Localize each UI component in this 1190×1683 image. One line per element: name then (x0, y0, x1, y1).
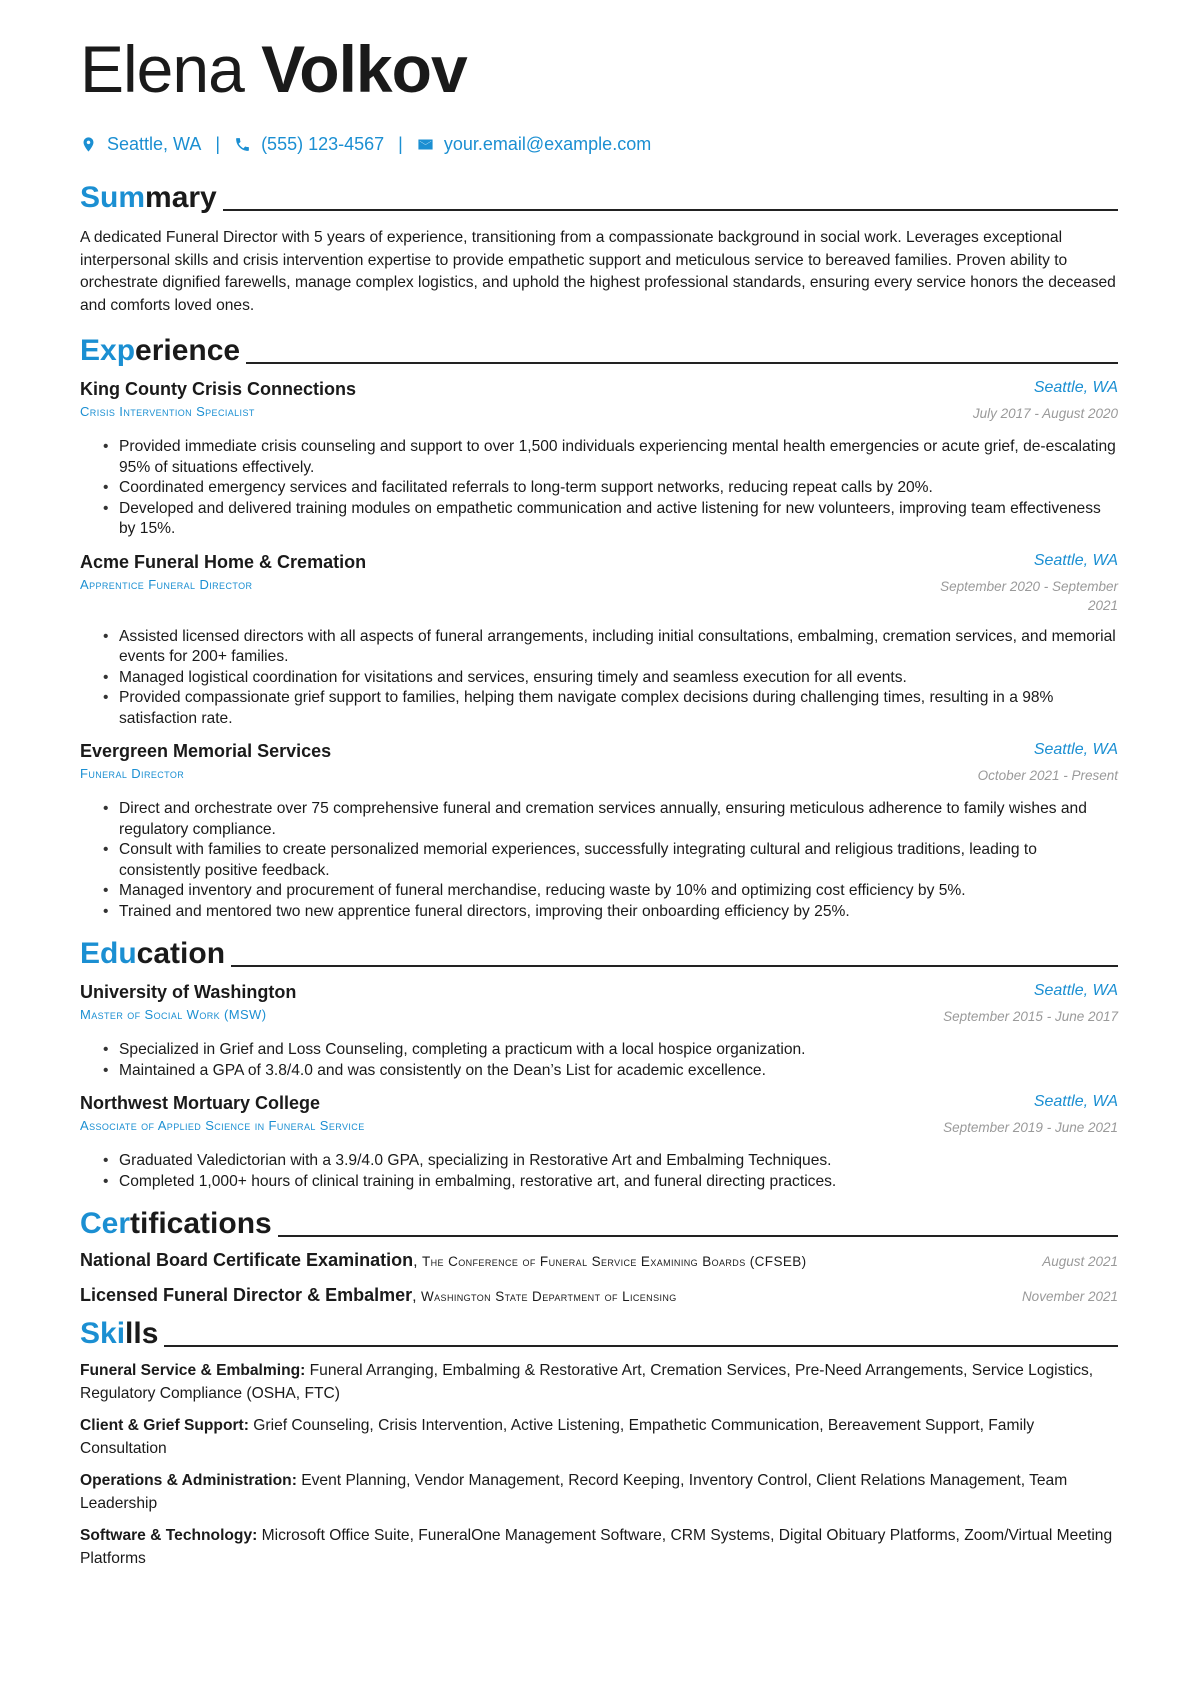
list-item: • Managed logistical coordination for visitations and services, ensuring timely and seamless execution for all events. (119, 668, 1118, 689)
education-entry (80, 982, 1118, 1081)
organization: King County Crisis Connections (80, 379, 357, 399)
bullet-list (80, 627, 1118, 730)
certifications-heading (80, 1204, 1118, 1240)
entry-location: Seattle, WA (1033, 379, 1118, 396)
heading-highlight: Exp (80, 334, 136, 367)
education-heading (80, 934, 1118, 970)
skill-group (80, 1415, 1118, 1460)
heading-rule (246, 362, 1118, 364)
list-item: • Developed and delivered training modules on empathetic communication and active listening for new volunteers, improving team effectiveness by 15%. (119, 499, 1118, 540)
experience-entry (80, 552, 1118, 730)
heading-rest: cation (136, 937, 226, 970)
certification-item: Licensed Funeral Director & Embalmer, Washington State Department of Licensing November 2021 (80, 1285, 1118, 1305)
certification-name: Licensed Funeral Director & Embalmer (80, 1285, 413, 1305)
contact-separator: | (215, 134, 221, 154)
heading-rule (278, 1235, 1118, 1237)
experience-entry (80, 379, 1118, 540)
list-item: • Graduated Valedictorian with a 3.9/4.0 GPA, specializing in Restorative Art and Embalming Techniques. (119, 1151, 1118, 1172)
entry-location: Seattle, WA (1033, 551, 1118, 569)
contact-bar (80, 134, 651, 155)
list-item: • Provided immediate crisis counseling and support to over 1,500 individuals experiencing mental health emergencies or acute grief, de-escalating 95% of situations effectively. (119, 437, 1118, 478)
certification-date: November 2021 (1021, 1289, 1118, 1304)
heading-rule (223, 209, 1118, 211)
job-title: Crisis Intervention Specialist (80, 404, 255, 419)
entry-location: Seattle, WA (1033, 982, 1118, 999)
list-item: • Trained and mentored two new apprentice funeral directors, improving their onboarding efficiency by 25%. (119, 902, 1118, 923)
list-item: • Specialized in Grief and Loss Counseling, completing a practicum with a local hospice organization. (119, 1040, 1118, 1061)
degree: Master of Social Work (MSW) (80, 1007, 267, 1022)
degree: Associate of Applied Science in Funeral Service (80, 1118, 365, 1133)
list-item: • Managed inventory and procurement of funeral merchandise, reducing waste by 10% and optimizing cost efficiency by 5%. (119, 881, 1118, 902)
resume-content (80, 170, 1118, 1570)
summary-heading (80, 178, 1118, 214)
envelope-icon (417, 136, 434, 153)
list-item: • Assisted licensed directors with all aspects of funeral arrangements, including initial consultations, embalming, cremation services, and memorial events for 200+ families. (119, 627, 1118, 668)
organization: Evergreen Memorial Services (80, 741, 332, 761)
heading-rule (231, 965, 1118, 967)
map-pin-icon (80, 136, 97, 153)
contact-phone[interactable] (234, 134, 384, 155)
list-item: • Direct and orchestrate over 75 comprehensive funeral and cremation services annually, ensuring meticulous adherence to family wishes and regulatory compliance. (119, 799, 1118, 840)
list-item: • Consult with families to create personalized memorial experiences, successfully integrating cultural and religious traditions, leading to consistently positive feedback. (119, 840, 1118, 881)
email-text: your.email@example.com (443, 134, 652, 154)
entry-dates: July 2017 - August 2020 (972, 406, 1118, 421)
skill-list: Grief Counseling, Crisis Intervention, Active Listening, Empathetic Communication, Bereavement Support, Family Consultation (80, 1417, 1035, 1457)
last-name: Volkov (261, 32, 467, 106)
experience-heading (80, 331, 1118, 367)
certification-issuer: Washington State Department of Licensing (421, 1289, 677, 1304)
skill-category: Funeral Service & Embalming: (80, 1362, 306, 1379)
heading-highlight: Sum (80, 181, 146, 214)
entry-dates: September 2020 - September 2021 (940, 578, 1118, 613)
institution: University of Washington (80, 982, 297, 1002)
job-title: Funeral Director (80, 766, 185, 781)
bullet-list (80, 437, 1118, 540)
skill-group (80, 1470, 1118, 1515)
skill-list: Event Planning, Vendor Management, Record Keeping, Inventory Control, Client Relations Management, Team Leadership (80, 1472, 1068, 1512)
phone-icon (234, 136, 251, 153)
entry-dates: September 2019 - June 2021 (943, 1120, 1118, 1135)
skill-category: Software & Technology: (80, 1527, 258, 1544)
certification-name: National Board Certificate Examination (80, 1250, 414, 1270)
list-item: • Coordinated emergency services and facilitated referrals to long-term support networks, reducing repeat calls by 20%. (119, 478, 1118, 499)
entry-location: Seattle, WA (1033, 741, 1118, 758)
bullet-list (80, 1040, 1118, 1081)
entry-dates: September 2015 - June 2017 (943, 1009, 1118, 1024)
heading-rule (164, 1345, 1118, 1347)
experience-entry (80, 741, 1118, 922)
location-text: Seattle, WA (107, 134, 202, 154)
skill-list: Microsoft Office Suite, FuneralOne Management Software, CRM Systems, Digital Obituary Platforms, Zoom/Virtual Meeting Platforms (80, 1527, 1113, 1567)
heading-highlight: Ski (80, 1317, 126, 1350)
contact-separator: | (398, 134, 403, 154)
contact-email[interactable] (417, 134, 651, 155)
education-entry (80, 1093, 1118, 1192)
heading-rest: mary (145, 181, 217, 214)
first-name: Elena (80, 32, 244, 106)
entry-location: Seattle, WA (1033, 1093, 1118, 1110)
skills-heading (80, 1314, 1118, 1350)
summary-text: A dedicated Funeral Director with 5 years of experience, transitioning from a compassionate background in social work. Leverages exceptional interpersonal skills and crisis intervention expertise to provide empathetic support and meticulous service to bereaved families. Proven ability to orchestrate dignified farewells, manage complex logistics, and uphold the highest professional standards, ensuring every service honors the deceased and comforts loved ones. (80, 229, 1116, 314)
institution: Northwest Mortuary College (80, 1093, 321, 1113)
skill-group (80, 1360, 1118, 1405)
list-item: • Provided compassionate grief support to families, helping them navigate complex decisions during challenging times, resulting in a 98% satisfaction rate. (119, 688, 1118, 729)
bullet-list (80, 799, 1118, 922)
phone-text: (555) 123-4567 (261, 134, 385, 154)
organization: Acme Funeral Home & Cremation (80, 551, 367, 572)
certification-item: National Board Certificate Examination, The Conference of Funeral Service Examining Boards (CFSEB) August 2021 (80, 1250, 1118, 1270)
list-item: • Maintained a GPA of 3.8/4.0 and was consistently on the Dean’s List for academic excellence. (119, 1061, 1118, 1082)
job-title: Apprentice Funeral Director (80, 576, 253, 592)
certification-issuer: The Conference of Funeral Service Examining Boards (CFSEB) (421, 1254, 807, 1269)
candidate-name (80, 32, 467, 106)
entry-dates: October 2021 - Present (977, 768, 1118, 783)
skill-category: Operations & Administration: (80, 1472, 297, 1489)
heading-highlight: Cer (80, 1207, 131, 1240)
certification-date: August 2021 (1042, 1254, 1118, 1269)
list-item: • Completed 1,000+ hours of clinical training in embalming, restorative art, and funeral directing practices. (119, 1172, 1118, 1193)
heading-rest: tifications (130, 1207, 272, 1240)
skill-group (80, 1525, 1118, 1570)
bullet-list (80, 1151, 1118, 1192)
skill-list: Funeral Arranging, Embalming & Restorative Art, Cremation Services, Pre-Need Arrangements, Service Logistics, Regulatory Compliance (OSHA, FTC) (80, 1362, 1094, 1402)
skill-category: Client & Grief Support: (80, 1417, 249, 1434)
contact-location (80, 134, 201, 155)
heading-highlight: Edu (80, 937, 137, 970)
heading-rest: lls (125, 1317, 159, 1350)
heading-rest: erience (135, 334, 241, 367)
